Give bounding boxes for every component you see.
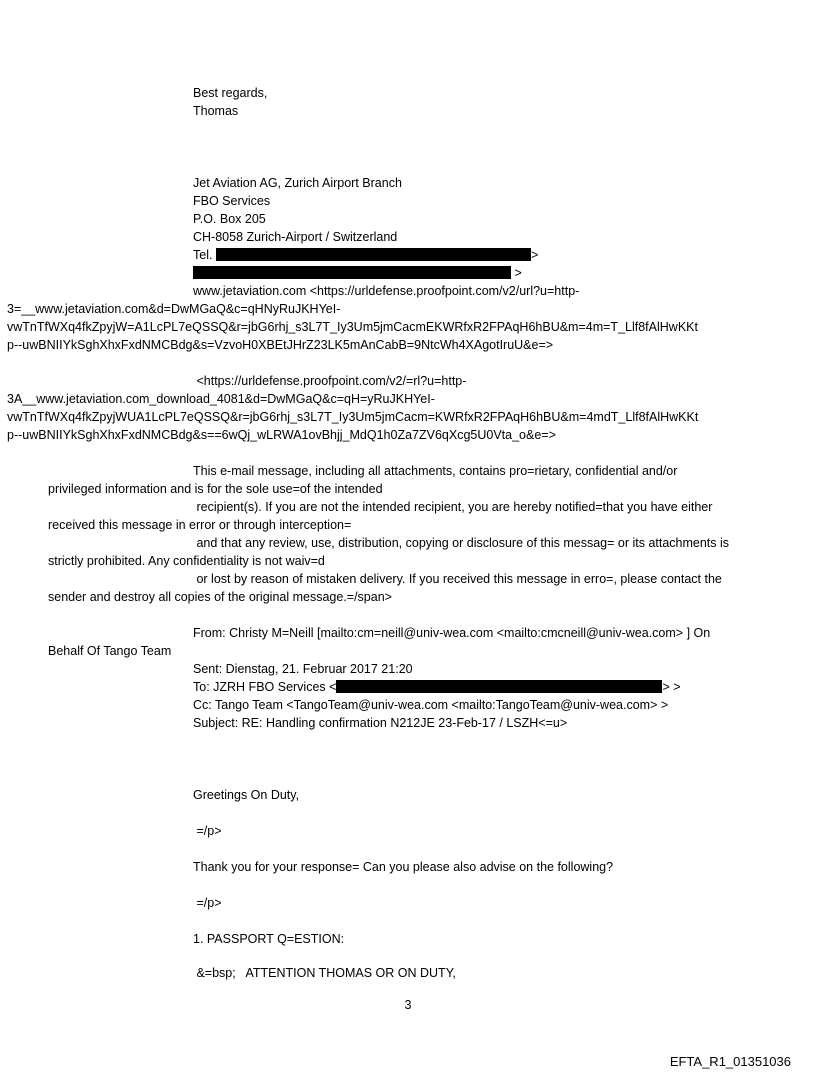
body-tag-1: =/p> — [193, 824, 222, 838]
signature-po-box: P.O. Box 205 — [193, 212, 266, 226]
website-url-line-3: vwTnTfWXq4fkZpyjW=A1LcPL7eQSSQ&r=jbG6rhj_s3L7T_Iy3Um5jmCacmEKWRfxR2FPAqH6hBU&m=4m=T_Llf8fAlHwKKt — [7, 320, 698, 334]
page-number: 3 — [404, 998, 412, 1012]
redaction-bar-fax — [193, 266, 511, 279]
disclaimer-line-3: recipient(s). If you are not the intended recipient, you are hereby notified=that you have either — [193, 500, 713, 514]
download-url-line-2: 3A__www.jetaviation.com_download_4081&d=DwMGaQ&c=qH=yRuJKHYeI- — [7, 392, 435, 406]
disclaimer-line-2: privileged information and is for the sole use=of the intended — [48, 482, 383, 496]
body-line-1: Thank you for your response= Can you please also advise on the following? — [193, 860, 614, 874]
header-from-line-1: From: Christy M=Neill [mailto:cm=neill@univ-wea.com <mailto:cmcneill@univ-wea.com> ] On — [193, 626, 711, 640]
bates-number: EFTA_R1_01351036 — [669, 1054, 791, 1069]
header-sent: Sent: Dienstag, 21. Februar 2017 21:20 — [193, 662, 413, 676]
download-url-line-4: p--uwBNIIYkSghXhxFxdNMCBdg&s==6wQj_wLRWA1ovBhjj_MdQ1h0Za7ZV6qXcg5U0Vta_o&e=> — [7, 428, 556, 442]
body-attention: &=bsp; ATTENTION THOMAS OR ON DUTY, — [193, 966, 456, 980]
signature-company: Jet Aviation AG, Zurich Airport Branch — [193, 176, 402, 190]
header-from-line-2: Behalf Of Tango Team — [48, 644, 172, 658]
fax-suffix: > — [511, 266, 522, 280]
disclaimer-line-4: received this message in error or through interception= — [48, 518, 352, 532]
to-suffix: > > — [662, 680, 681, 694]
redaction-bar-tel — [216, 248, 531, 261]
disclaimer-line-5: and that any review, use, distribution, copying or disclosure of this messag= or its attachments is — [193, 536, 730, 550]
website-url-line-1: www.jetaviation.com <https://urldefense.proofpoint.com/v2/url?u=http- — [193, 284, 580, 298]
redaction-bar-to — [336, 680, 662, 693]
closing-name: Thomas — [193, 104, 239, 118]
signature-address: CH-8058 Zurich-Airport / Switzerland — [193, 230, 398, 244]
signature-fax-line — [0, 264, 816, 282]
to-prefix: To: JZRH FBO Services < — [193, 680, 337, 694]
header-to-line — [0, 678, 816, 696]
disclaimer-line-7: or lost by reason of mistaken delivery. If you received this message in erro=, please contact the — [193, 572, 722, 586]
download-url-line-1: <https://urldefense.proofpoint.com/v2/=rl?u=http- — [193, 374, 467, 388]
disclaimer-line-8: sender and destroy all copies of the original message.=/span> — [48, 590, 392, 604]
closing-regards: Best regards, — [193, 86, 268, 100]
download-url-line-3: vwTnTfWXq4fkZpyjWUA1LcPL7eQSSQ&r=jbG6rhj_s3L7T_Iy3Um5jmCacm=KWRfxR2FPAqH6hBU&m=4mdT_Llf8fAlHwKKt — [7, 410, 699, 424]
signature-department: FBO Services — [193, 194, 271, 208]
body-greeting: Greetings On Duty, — [193, 788, 300, 802]
website-url-line-2: 3=__www.jetaviation.com&d=DwMGaQ&c=qHNyRuJKHYeI- — [7, 302, 341, 316]
disclaimer-line-6: strictly prohibited. Any confidentiality is not waiv=d — [48, 554, 325, 568]
signature-tel-line — [0, 246, 816, 264]
body-tag-2: =/p> — [193, 896, 222, 910]
body-question-header: 1. PASSPORT Q=ESTION: — [193, 932, 345, 946]
tel-suffix: > — [530, 248, 539, 262]
tel-label: Tel. — [193, 248, 216, 262]
header-cc: Cc: Tango Team <TangoTeam@univ-wea.com <mailto:TangoTeam@univ-wea.com> > — [193, 698, 669, 712]
website-url-line-4: p--uwBNIIYkSghXhxFxdNMCBdg&s=VzvoH0XBEtJHrZ23LK5mAnCabB=9NtcWh4XAgotIruU&e=> — [7, 338, 554, 352]
header-subject: Subject: RE: Handling confirmation N212JE 23-Feb-17 / LSZH<=u> — [193, 716, 568, 730]
disclaimer-line-1: This e-mail message, including all attachments, contains pro=rietary, confidential and/or — [193, 464, 678, 478]
